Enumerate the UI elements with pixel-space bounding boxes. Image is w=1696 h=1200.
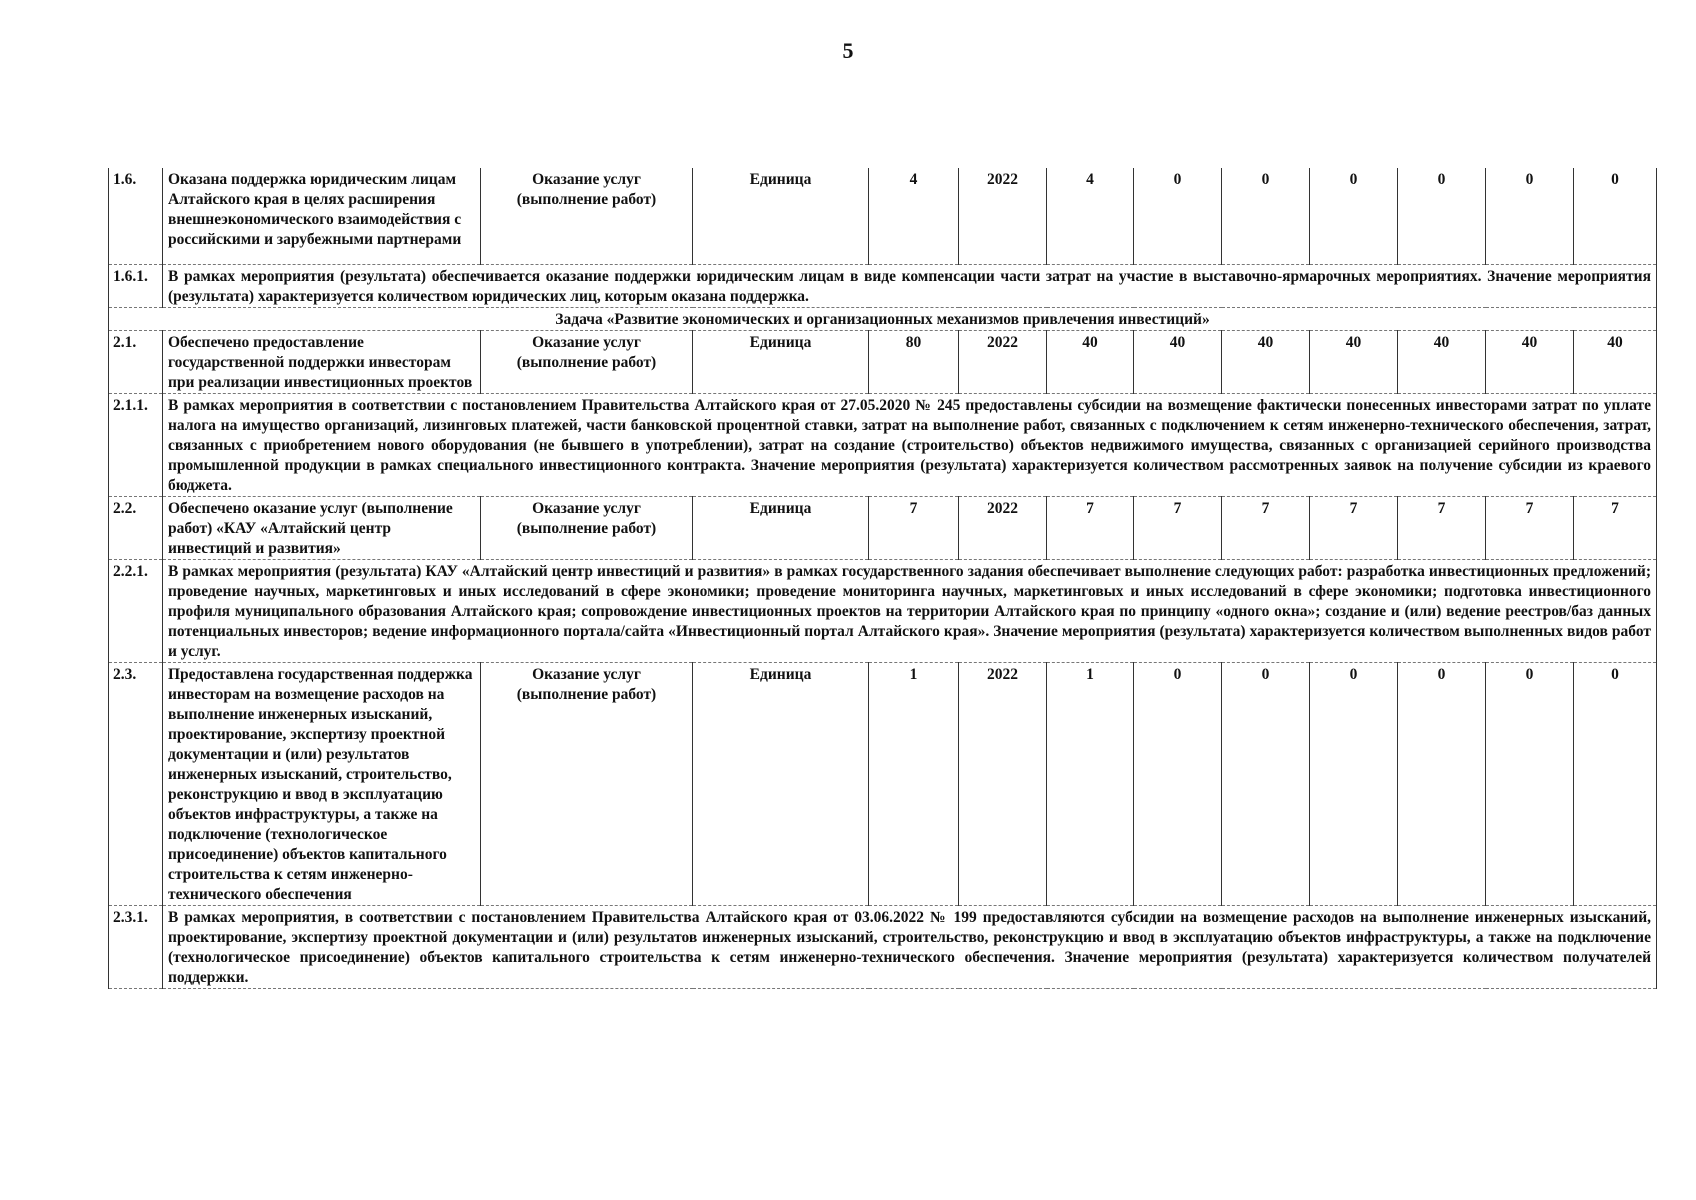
base-year: 2022 bbox=[959, 496, 1047, 559]
table-row bbox=[109, 330, 1657, 393]
page-number: 5 bbox=[842, 38, 854, 63]
description-text: В рамках мероприятия в соответствии с постановлением Правительства Алтайского края от 27.05.2020 № 245 предоставлены субсидии на возмещение фактически понесенных инвесторами затрат по уплате налога на имущество организаций, лизинговых платежей, части банковской процентной ставки, затрат на выполнение работ, связанных с подключением к сетям инженерно-технического обеспечения, затрат, связанных с приобретением нового оборудования (не бывшего в употреблении), затрат на создание (строительство) объектов недвижимого имущества, связанных с организацией серийного производства промышленной продукции в рамках специального инвестиционного контракта. Значение мероприятия (результата) характеризуется количеством рассмотренных заявок на получение субсидии из краевого бюджета. bbox=[163, 393, 1657, 496]
row-number: 2.1. bbox=[109, 330, 163, 393]
measure-unit: Единица bbox=[693, 662, 869, 905]
year-value-cell: 7 bbox=[1310, 496, 1398, 559]
year-value-cell: 40 bbox=[1222, 330, 1310, 393]
year-value-cell: 0 bbox=[1574, 168, 1657, 264]
measure-type: Оказание услуг (выполнение работ) bbox=[481, 168, 693, 264]
measure-type: Оказание услуг (выполнение работ) bbox=[481, 496, 693, 559]
measure-name: Предоставлена государственная поддержка инвесторам на возмещение расходов на выполнение инженерных изысканий, проектирование, экспертизу проектной документации и (или) результатов инженерных изысканий, строительство, реконструкцию и ввод в эксплуатацию объектов инфраструктуры, а также на подключение (технологическое присоединение) объектов капитального строительства к сетям инженерно-технического обеспечения bbox=[163, 662, 481, 905]
base-value: 80 bbox=[869, 330, 959, 393]
base-year: 2022 bbox=[959, 662, 1047, 905]
measure-unit: Единица bbox=[693, 168, 869, 264]
year-value-cell: 0 bbox=[1222, 662, 1310, 905]
year-value-cell: 1 bbox=[1047, 662, 1134, 905]
year-value-cell: 40 bbox=[1574, 330, 1657, 393]
row-number: 1.6.1. bbox=[109, 264, 163, 307]
table-row bbox=[109, 496, 1657, 559]
description-row bbox=[109, 393, 1657, 496]
year-value-cell: 7 bbox=[1047, 496, 1134, 559]
year-value-cell: 7 bbox=[1134, 496, 1222, 559]
table-body bbox=[109, 168, 1657, 988]
year-value-cell: 0 bbox=[1398, 168, 1486, 264]
measure-name: Оказана поддержка юридическим лицам Алтайского края в целях расширения внешнеэкономического взаимодействия с российскими и зарубежными партнерами bbox=[163, 168, 481, 264]
row-number: 1.6. bbox=[109, 168, 163, 264]
measure-type: Оказание услуг (выполнение работ) bbox=[481, 330, 693, 393]
year-value-cell: 7 bbox=[1574, 496, 1657, 559]
measures-table bbox=[108, 168, 1657, 989]
row-number: 2.3. bbox=[109, 662, 163, 905]
year-value-cell: 0 bbox=[1310, 662, 1398, 905]
year-value-cell: 0 bbox=[1574, 662, 1657, 905]
base-year: 2022 bbox=[959, 330, 1047, 393]
table-row bbox=[109, 168, 1657, 264]
row-number: 2.3.1. bbox=[109, 905, 163, 988]
measure-type: Оказание услуг (выполнение работ) bbox=[481, 662, 693, 905]
year-value-cell: 7 bbox=[1486, 496, 1574, 559]
row-number: 2.1.1. bbox=[109, 393, 163, 496]
year-value-cell: 0 bbox=[1486, 168, 1574, 264]
row-number: 2.2. bbox=[109, 496, 163, 559]
year-value-cell: 0 bbox=[1486, 662, 1574, 905]
year-value-cell: 0 bbox=[1222, 168, 1310, 264]
base-value: 1 bbox=[869, 662, 959, 905]
task-heading: Задача «Развитие экономических и организационных механизмов привлечения инвестиций» bbox=[109, 307, 1657, 330]
year-value-cell: 7 bbox=[1222, 496, 1310, 559]
year-value-cell: 0 bbox=[1398, 662, 1486, 905]
measure-unit: Единица bbox=[693, 330, 869, 393]
base-year: 2022 bbox=[959, 168, 1047, 264]
year-value-cell: 40 bbox=[1486, 330, 1574, 393]
measure-name: Обеспечено оказание услуг (выполнение работ) «КАУ «Алтайский центр инвестиций и развития» bbox=[163, 496, 481, 559]
base-value: 7 bbox=[869, 496, 959, 559]
description-text: В рамках мероприятия (результата) КАУ «Алтайский центр инвестиций и развития» в рамках государственного задания обеспечивает выполнение следующих работ: разработка инвестиционных предложений; проведение научных, маркетинговых и иных исследований в сфере экономики; проведение мониторинга научных, маркетинговых и иных исследований в сфере экономики; подготовка инвестиционного профиля муниципального образования Алтайского края; сопровождение инвестиционных проектов на территории Алтайского края по принципу «одного окна»; создание и (или) ведение реестров/баз данных потенциальных инвесторов; ведение информационного портала/сайта «Инвестиционный портал Алтайского края». Значение мероприятия (результата) характеризуется количеством выполненных видов работ и услуг. bbox=[163, 559, 1657, 662]
row-number: 2.2.1. bbox=[109, 559, 163, 662]
measure-unit: Единица bbox=[693, 496, 869, 559]
description-row bbox=[109, 264, 1657, 307]
year-value-cell: 40 bbox=[1398, 330, 1486, 393]
base-value: 4 bbox=[869, 168, 959, 264]
year-value-cell: 40 bbox=[1047, 330, 1134, 393]
year-value-cell: 0 bbox=[1310, 168, 1398, 264]
year-value-cell: 4 bbox=[1047, 168, 1134, 264]
year-value-cell: 40 bbox=[1310, 330, 1398, 393]
year-value-cell: 40 bbox=[1134, 330, 1222, 393]
table-row bbox=[109, 662, 1657, 905]
task-row bbox=[109, 307, 1657, 330]
measure-name: Обеспечено предоставление государственной поддержки инвесторам при реализации инвестиционных проектов bbox=[163, 330, 481, 393]
description-row bbox=[109, 905, 1657, 988]
description-row bbox=[109, 559, 1657, 662]
description-text: В рамках мероприятия, в соответствии с постановлением Правительства Алтайского края от 03.06.2022 № 199 предоставляются субсидии на возмещение расходов на выполнение инженерных изысканий, проектирование, экспертизу проектной документации и (или) результатов инженерных изысканий, строительство, реконструкцию и ввод в эксплуатацию объектов инфраструктуры, а также на подключение (технологическое присоединение) объектов капитального строительства к сетям инженерно-технического обеспечения. Значение мероприятия (результата) характеризуется количеством получателей поддержки. bbox=[163, 905, 1657, 988]
year-value-cell: 0 bbox=[1134, 168, 1222, 264]
year-value-cell: 0 bbox=[1134, 662, 1222, 905]
year-value-cell: 7 bbox=[1398, 496, 1486, 559]
description-text: В рамках мероприятия (результата) обеспечивается оказание поддержки юридическим лицам в виде компенсации части затрат на участие в выставочно-ярмарочных мероприятиях. Значение мероприятия (результата) характеризуется количеством юридических лиц, которым оказана поддержка. bbox=[163, 264, 1657, 307]
